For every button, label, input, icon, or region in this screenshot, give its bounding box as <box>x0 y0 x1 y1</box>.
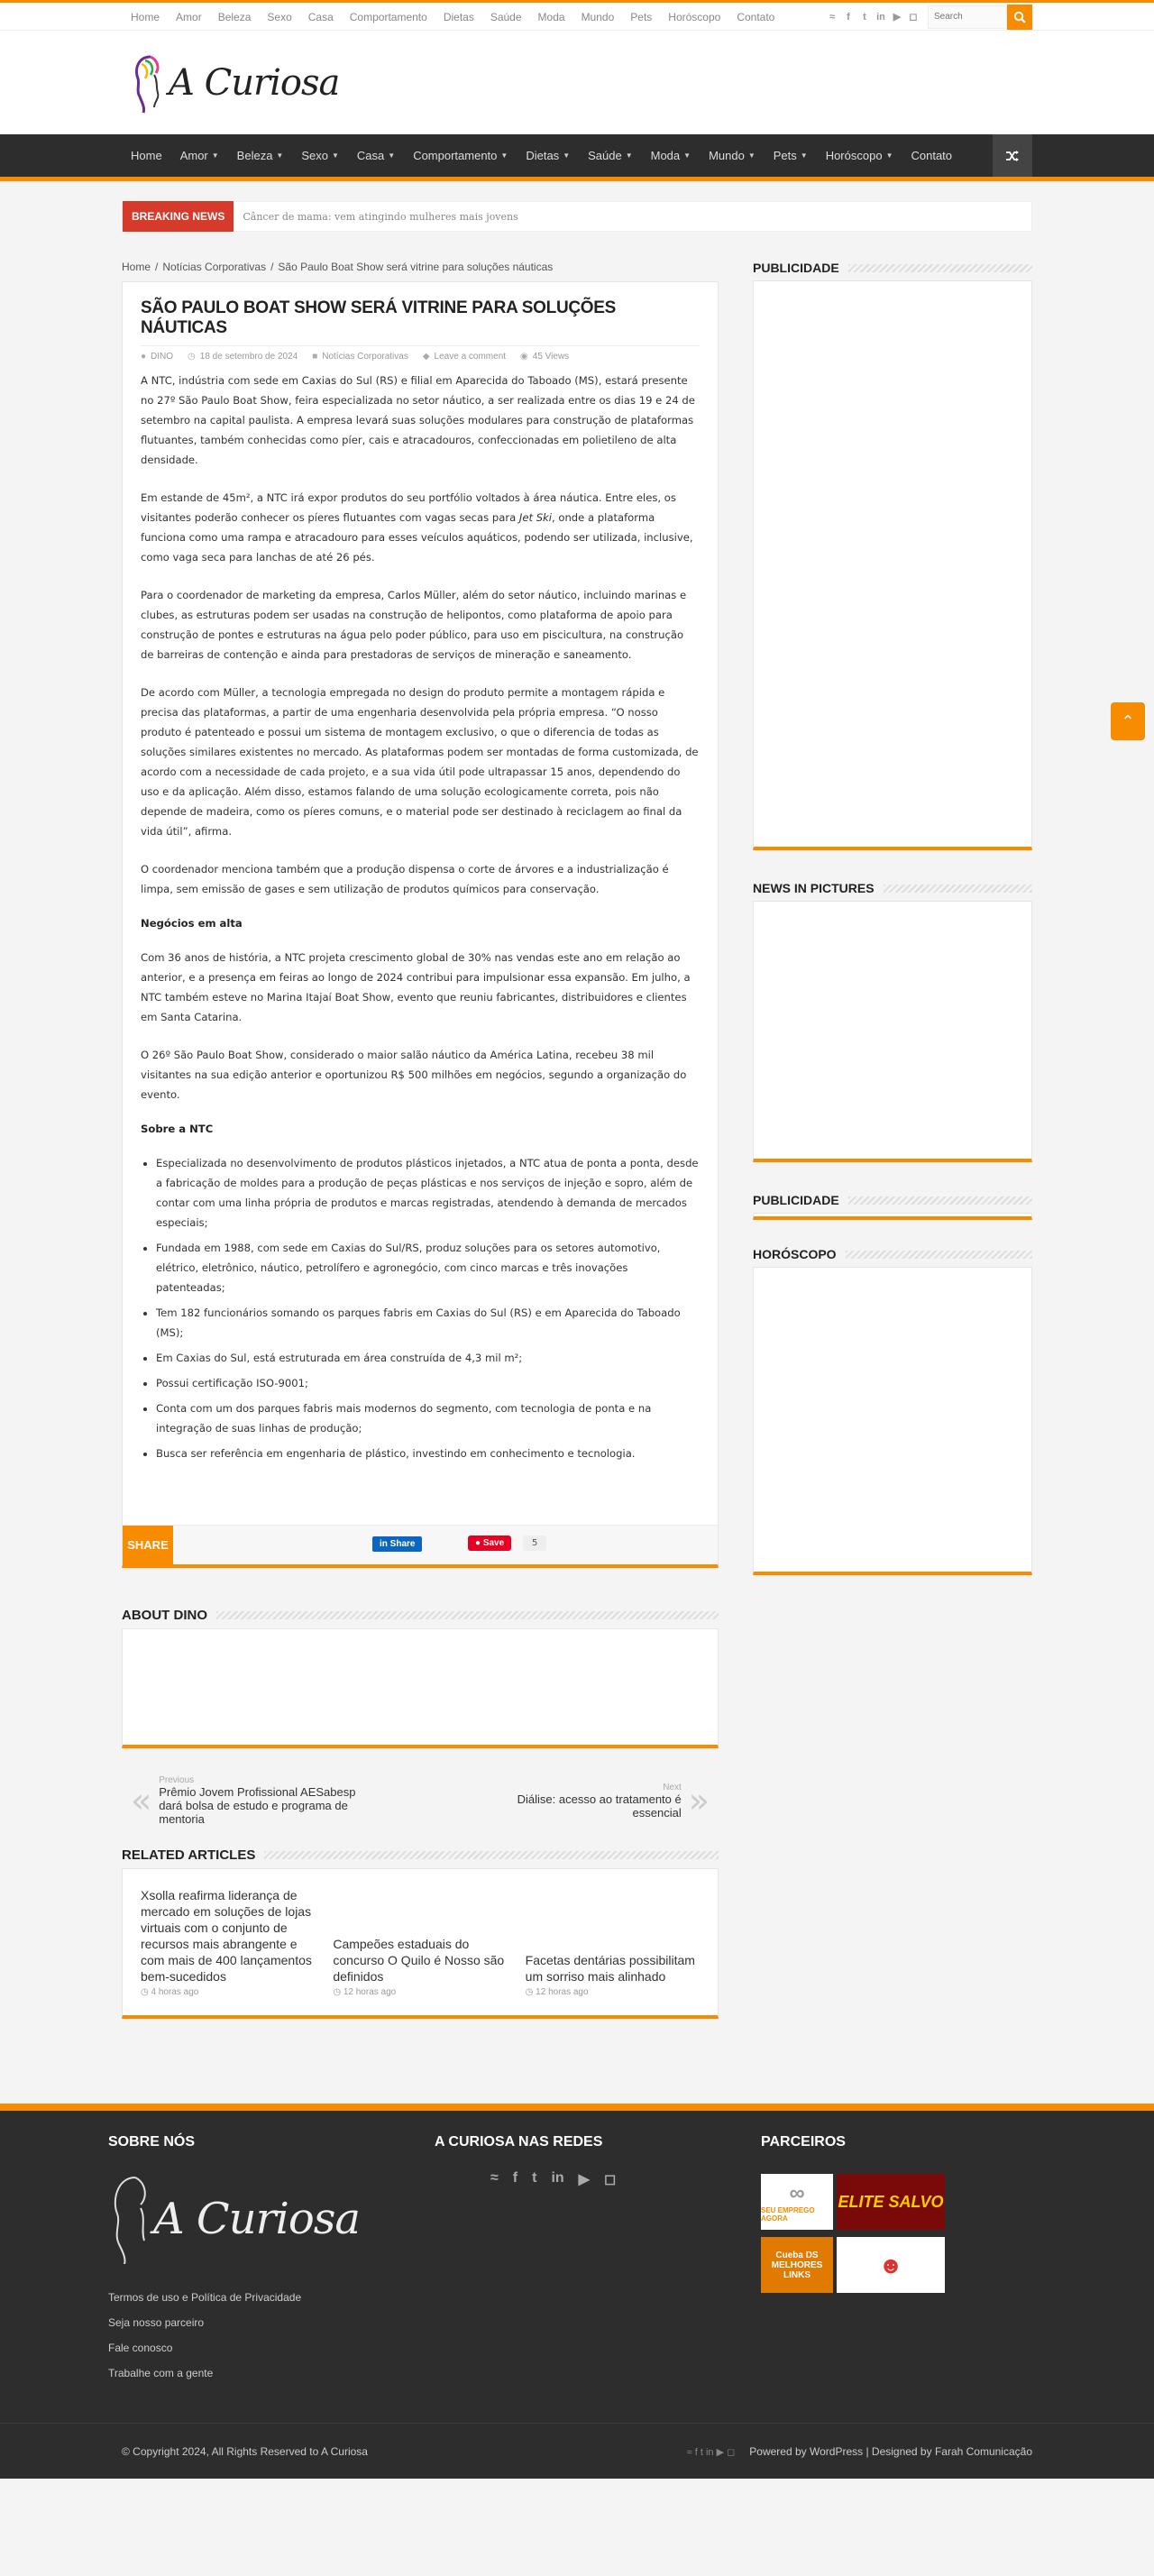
random-article-button[interactable] <box>993 134 1032 177</box>
related-articles-title: RELATED ARTICLES <box>122 1847 719 1863</box>
list-item: • Fundada em 1988, com sede em Caxias do Sul/RS, produz soluções para os setores automotivo, elétrico, eletrônico, náutico, petrolífero e agronegócio, com cinco marcas e três inovações patenteadas; <box>156 1238 700 1297</box>
main-menu-item[interactable]: Home <box>131 149 162 162</box>
instagram-icon[interactable]: ◻ <box>603 2172 617 2187</box>
breadcrumb-separator: / <box>155 261 159 273</box>
title-stripes <box>848 264 1032 272</box>
rss-icon[interactable]: ≈ <box>490 2170 499 2186</box>
meta-author[interactable]: ● DINO <box>141 352 174 362</box>
search-icon <box>1013 11 1026 23</box>
title-stripes <box>846 1251 1032 1259</box>
breadcrumb <box>122 261 719 273</box>
scroll-to-top-button[interactable] <box>1111 702 1145 740</box>
widget-title: HORÓSCOPO <box>753 1247 1032 1261</box>
share-label: SHARE <box>123 1526 173 1565</box>
main-navigation <box>0 134 1154 181</box>
partner-logo[interactable]: Cueba DS MELHORES LINKS <box>761 2237 833 2293</box>
top-menu-item[interactable]: Pets <box>630 10 653 23</box>
paragraph: Com 36 anos de história, a NTC projeta crescimento global de 30% nas vendas este ano em relação ao anterior, e a presença em feiras ao longo de 2024 contribui para impulsionar essa expansão. Em julho, a NTC também esteve no Marina Itajaí Boat Show, evento que reuniu fabricantes, distribuidores e clientes em Santa Catarina. <box>141 951 691 1023</box>
footer-partners <box>761 2134 1046 2392</box>
caret-down-icon: ▼ <box>800 151 808 160</box>
footer-link[interactable]: Trabalhe com a gente <box>108 2367 214 2379</box>
top-menu-item[interactable]: Sexo <box>267 10 292 23</box>
caret-down-icon: ▼ <box>563 151 571 160</box>
comment-icon: ◆ <box>422 352 430 362</box>
paragraph: O coordenador menciona também que a produção dispensa o corte de árvores e a industrialização é limpa, sem emissão de gases e sem utilização de produtos químicos para conservação. <box>141 863 669 895</box>
widget-publicidade-2 <box>753 1193 1032 1220</box>
top-menu-item[interactable]: Comportamento <box>349 10 427 23</box>
top-menu-item[interactable]: Beleza <box>217 10 252 23</box>
clock-icon: ◷ <box>333 1987 343 1997</box>
title-stripes <box>216 1611 719 1619</box>
related-title[interactable]: Facetas dentárias possibilitam um sorriso mais alinhado <box>525 1953 695 1984</box>
list-item: • Tem 182 funcionários somando os parques fabris em Caxias do Sul (RS) e em Aparecida do Taboado (MS); <box>156 1303 700 1343</box>
sidebar <box>753 261 1032 2019</box>
main-menu-item[interactable]: Saúde ▼ <box>588 149 633 162</box>
top-menu-item[interactable]: Moda <box>537 10 565 23</box>
next-title: Diálise: acesso ao tratamento é essencial <box>517 1792 682 1820</box>
main-menu-item[interactable]: Contato <box>911 149 953 162</box>
top-bar <box>0 0 1154 31</box>
facebook-icon[interactable]: f <box>694 2446 698 2458</box>
twitter-icon[interactable]: t <box>532 2170 537 2186</box>
breaking-news-label: BREAKING NEWS <box>123 201 234 232</box>
breadcrumb-category[interactable]: Notícias Corporativas <box>162 261 267 273</box>
top-menu-item[interactable]: Casa <box>307 10 334 23</box>
user-icon: ● <box>141 352 147 362</box>
list-item: • Possui certificação ISO-9001; <box>156 1373 700 1393</box>
paragraph: A NTC, indústria com sede em Caxias do Sul (RS) e filial em Aparecida do Taboado (MS), estará presente no 27º São Paulo Boat Show, feira especializada no setor náutico, a ser realizada entre os dias 19 e 24 de setembro na capital paulista. A empresa levará suas soluções modulares para construção de plataformas flutuantes, também conhecidas como píer, cais e atracadouros, confeccionadas em polietileno de alta densidade. <box>141 374 695 466</box>
ad-box <box>753 1213 1032 1220</box>
main-menu-item[interactable]: Sexo ▼ <box>301 149 339 162</box>
top-menu-item[interactable]: Contato <box>737 10 775 23</box>
facebook-icon[interactable]: f <box>847 11 850 23</box>
clock-icon: ◷ <box>188 352 196 362</box>
previous-title: Prêmio Jovem Profissional AESabesp dará bolsa de estudo e programa de mentoria <box>159 1785 356 1826</box>
footer-social <box>435 2134 761 2392</box>
next-post-link[interactable] <box>466 1775 710 1826</box>
previous-post-link[interactable] <box>131 1775 374 1826</box>
next-label: Next <box>663 1782 682 1792</box>
meta-views: ◉ 45 Views <box>520 352 570 362</box>
widget-title: PUBLICIDADE <box>753 1193 1032 1207</box>
related-title[interactable]: Xsolla reafirma liderança de mercado em soluções de lojas virtuais com o conjunto de recursos mais abrangente e com mais de 400 lançamentos bem-sucedidos <box>141 1888 312 1984</box>
main-menu <box>122 134 961 177</box>
copyright-text: © Copyright 2024, All Rights Reserved to A Curiosa <box>122 2445 368 2458</box>
twitter-icon[interactable]: t <box>863 11 866 23</box>
caret-down-icon: ▼ <box>683 151 691 160</box>
about-author-box <box>122 1628 719 1748</box>
main-menu-item[interactable]: Comportamento ▼ <box>413 149 508 162</box>
article <box>122 281 719 1568</box>
partner-logo[interactable]: ELITE SALVO <box>837 2174 945 2230</box>
list-item: • Especializada no desenvolvimento de produtos plásticos injetados, a NTC atua de ponta a ponta, desde a fabricação de moldes para a produção de peças plásticas e nos serviços de injeção e sopro, além de contar com uma linha própria de produtos e marcas registradas, atendendo à demanda de mercados especiais; <box>156 1153 700 1233</box>
widget-publicidade <box>753 261 1032 850</box>
caret-down-icon: ▼ <box>747 151 756 160</box>
top-menu-item[interactable]: Home <box>131 10 160 23</box>
double-left-arrow-icon: « <box>131 1781 152 1820</box>
article-title: SÃO PAULO BOAT SHOW SERÁ VITRINE PARA SOLUÇÕES NÁUTICAS <box>141 298 700 346</box>
widget-title: PUBLICIDADE <box>753 261 1032 275</box>
related-date: ◷ 4 horas ago <box>141 1987 199 1997</box>
youtube-icon[interactable]: ▶ <box>893 12 902 23</box>
main-menu-item[interactable]: Pets ▼ <box>773 149 808 162</box>
top-menu <box>122 11 783 23</box>
search-button[interactable] <box>1007 5 1032 30</box>
footer-link[interactable]: Termos de uso e Política de Privacidade <box>108 2291 302 2304</box>
powered-by: Powered by WordPress | Designed by Farah Comunicação <box>749 2445 1032 2458</box>
chevron-up-icon: ⌃ <box>1121 711 1135 731</box>
top-menu-item[interactable]: Saúde <box>490 10 522 23</box>
share-bar <box>123 1525 718 1564</box>
paragraph: O 26º São Paulo Boat Show, considerado o maior salão náutico da América Latina, recebeu 38 mil visitantes na sua edição anterior e oportunizou R$ 500 milhões em negócios, segundo a organização do evento. <box>141 1049 687 1101</box>
partner-logo[interactable] <box>837 2237 945 2293</box>
breaking-news-item[interactable]: Câncer de mama: vem atingindo mulheres mais jovens <box>243 210 518 223</box>
previous-label: Previous <box>159 1775 195 1785</box>
caret-down-icon: ▼ <box>211 151 219 160</box>
pictures-box <box>753 901 1032 1162</box>
pinterest-icon: ● <box>475 1538 483 1548</box>
meta-comments[interactable]: ◆ Leave a comment <box>422 352 507 362</box>
site-header <box>0 31 1154 134</box>
related-title[interactable]: Campeões estaduais do concurso O Quilo é Nosso são definidos <box>333 1937 505 1984</box>
folder-icon: ■ <box>312 352 318 362</box>
copyright-bar <box>0 2423 1154 2479</box>
linkedin-icon[interactable]: in <box>705 2446 714 2458</box>
cartoon-face-icon: ☻ <box>878 2251 903 2278</box>
related-article[interactable] <box>333 1936 507 1997</box>
shuffle-icon <box>1005 150 1020 162</box>
related-date: ◷ 12 horas ago <box>525 1987 589 1997</box>
caret-down-icon: ▼ <box>331 151 339 160</box>
logo-face-icon <box>131 51 167 115</box>
about-list <box>141 1153 700 1463</box>
main-menu-item[interactable]: Mundo ▼ <box>709 149 756 162</box>
linkedin-icon[interactable]: in <box>551 2170 564 2186</box>
subheading: Sobre a NTC <box>141 1123 214 1135</box>
footer-title: PARCEIROS <box>761 2134 846 2150</box>
footer-title: SOBRE NÓS <box>108 2134 196 2150</box>
main-menu-item[interactable]: Dietas ▼ <box>526 149 571 162</box>
footer-link[interactable]: Fale conosco <box>108 2342 173 2354</box>
caret-down-icon: ▼ <box>500 151 508 160</box>
subheading: Negócios em alta <box>141 917 243 930</box>
eye-icon: ◉ <box>520 352 528 362</box>
caret-down-icon: ▼ <box>625 151 633 160</box>
footer-about <box>108 2134 435 2392</box>
logo-face-icon <box>108 2174 153 2264</box>
about-author-title: ABOUT DINO <box>122 1608 719 1623</box>
ad-box <box>753 280 1032 850</box>
main-menu-item[interactable]: Horóscopo ▼ <box>825 149 893 162</box>
breadcrumb-separator: / <box>270 261 274 273</box>
rss-icon[interactable]: ≈ <box>829 11 836 23</box>
list-item: • Conta com um dos parques fabris mais modernos do segmento, com tecnologia de ponta e na integração de suas linhas de produção; <box>156 1398 700 1438</box>
article-meta <box>141 346 700 371</box>
site-logo[interactable] <box>122 51 339 115</box>
rss-icon[interactable]: ≈ <box>686 2446 692 2458</box>
title-stripes <box>264 1851 719 1859</box>
meta-date: ◷ 18 de setembro de 2024 <box>188 352 298 362</box>
paragraph: Em estande de 45m², a NTC irá expor produtos do seu portfólio voltados à área náutica. Entre eles, os visitantes poderão conhecer os píeres flutuantes com vagas secas para Jet Ski, onde a plataforma funciona como uma rampa e atracadouro para esses veículos aquáticos, podendo ser utilizada, inclusive, como vaga seca para lanchas de até 26 pés. <box>141 491 693 564</box>
linkedin-share-button[interactable]: in Share <box>372 1536 422 1552</box>
top-menu-item[interactable]: Mundo <box>581 10 615 23</box>
list-item: • Busca ser referência em engenharia de plástico, investindo em conhecimento e tecnologia. <box>156 1444 700 1463</box>
paragraph: De acordo com Müller, a tecnologia empregada no design do produto permite a montagem rápida e precisa das plataformas, a partir de uma engenharia desenvolvida pela própria empresa. “O nosso produto é patenteado e possui um sistema de montagem exclusivo, o que o diferencia de todas as soluções similares existentes no mercado. As plataformas podem ser montadas de forma customizada, de acordo com a necessidade de cada projeto, e a sua vida útil pode ultrapassar 15 anos, dependendo do uso e da aplicação. Além disso, estamos falando de uma solução ecologicamente correta, pois não depende de madeira, como os píeres comuns, e o material pode ser destinado à reciclagem ao final da vida útil”, afirma. <box>141 686 699 838</box>
caret-down-icon: ▼ <box>885 151 893 160</box>
footer-logo: A Curiosa <box>108 2174 435 2264</box>
search-input[interactable] <box>928 5 1007 29</box>
caret-down-icon: ▼ <box>388 151 396 160</box>
related-date: ◷ 12 horas ago <box>333 1987 397 1997</box>
main-menu-item[interactable]: Casa ▼ <box>356 149 396 162</box>
breaking-news-bar <box>122 201 1032 232</box>
widget-news-in-pictures <box>753 881 1032 1162</box>
top-menu-item[interactable]: Amor <box>176 10 202 23</box>
pinterest-save-button[interactable]: ● Save <box>468 1536 511 1551</box>
meta-category[interactable]: ■ Notícias Corporativas <box>312 352 408 362</box>
logo-text: A Curiosa <box>169 61 340 104</box>
footer <box>0 2104 1154 2423</box>
double-right-arrow-icon: » <box>688 1781 710 1820</box>
breadcrumb-current: São Paulo Boat Show será vitrine para soluções náuticas <box>278 261 554 273</box>
title-stripes <box>884 885 1032 893</box>
linkedin-icon: in <box>380 1539 390 1549</box>
related-articles <box>122 1868 719 2019</box>
widget-horoscopo <box>753 1247 1032 1575</box>
instagram-icon[interactable]: ◻ <box>727 2446 736 2458</box>
title-stripes <box>848 1196 1032 1205</box>
top-search <box>928 5 1032 30</box>
main-menu-item[interactable]: Moda ▼ <box>650 149 691 162</box>
main-menu-item[interactable]: Amor ▼ <box>179 149 219 162</box>
widget-title: NEWS IN PICTURES <box>753 881 1032 895</box>
post-navigation <box>122 1775 719 1826</box>
instagram-icon[interactable]: ◻ <box>909 12 918 23</box>
related-article[interactable] <box>526 1952 700 1997</box>
top-menu-item[interactable]: Dietas <box>443 10 474 23</box>
footer-social-icons <box>687 2446 736 2458</box>
facebook-icon[interactable]: f <box>512 2170 518 2186</box>
main-menu-item[interactable]: Beleza ▼ <box>236 149 284 162</box>
footer-link[interactable]: Seja nosso parceiro <box>108 2316 205 2329</box>
linkedin-icon[interactable]: in <box>876 11 885 23</box>
caret-down-icon: ▼ <box>276 151 284 160</box>
breadcrumb-home[interactable]: Home <box>122 261 151 273</box>
related-article[interactable] <box>141 1887 315 1997</box>
clock-icon: ◷ <box>525 1987 536 1997</box>
horoscope-box <box>753 1267 1032 1575</box>
pin-count: 5 <box>523 1536 546 1551</box>
youtube-icon[interactable]: ▶ <box>716 2446 725 2458</box>
partner-logo[interactable]: ∞ SEU EMPREGO AGORA <box>761 2174 833 2230</box>
footer-title: A CURIOSA NAS REDES <box>435 2134 603 2150</box>
article-body <box>141 371 700 1463</box>
list-item: • Em Caxias do Sul, está estruturada em área construída de 4,3 mil m²; <box>156 1348 700 1368</box>
paragraph: Para o coordenador de marketing da empresa, Carlos Müller, além do setor náutico, incluindo marinas e clubes, as estruturas podem ser usadas na construção de helipontos, como plataforma de apoio para construção de pontes e estruturas na água pelo poder público, para uso em piscicultura, na construção de barreiras de contenção e ainda para prestadoras de serviços de mineração e saneamento. <box>141 589 687 661</box>
clock-icon: ◷ <box>141 1987 151 1997</box>
main-content <box>122 261 719 2019</box>
youtube-icon[interactable]: ▶ <box>578 2172 590 2187</box>
twitter-icon[interactable]: t <box>700 2446 703 2458</box>
top-menu-item[interactable]: Horóscopo <box>668 10 721 23</box>
